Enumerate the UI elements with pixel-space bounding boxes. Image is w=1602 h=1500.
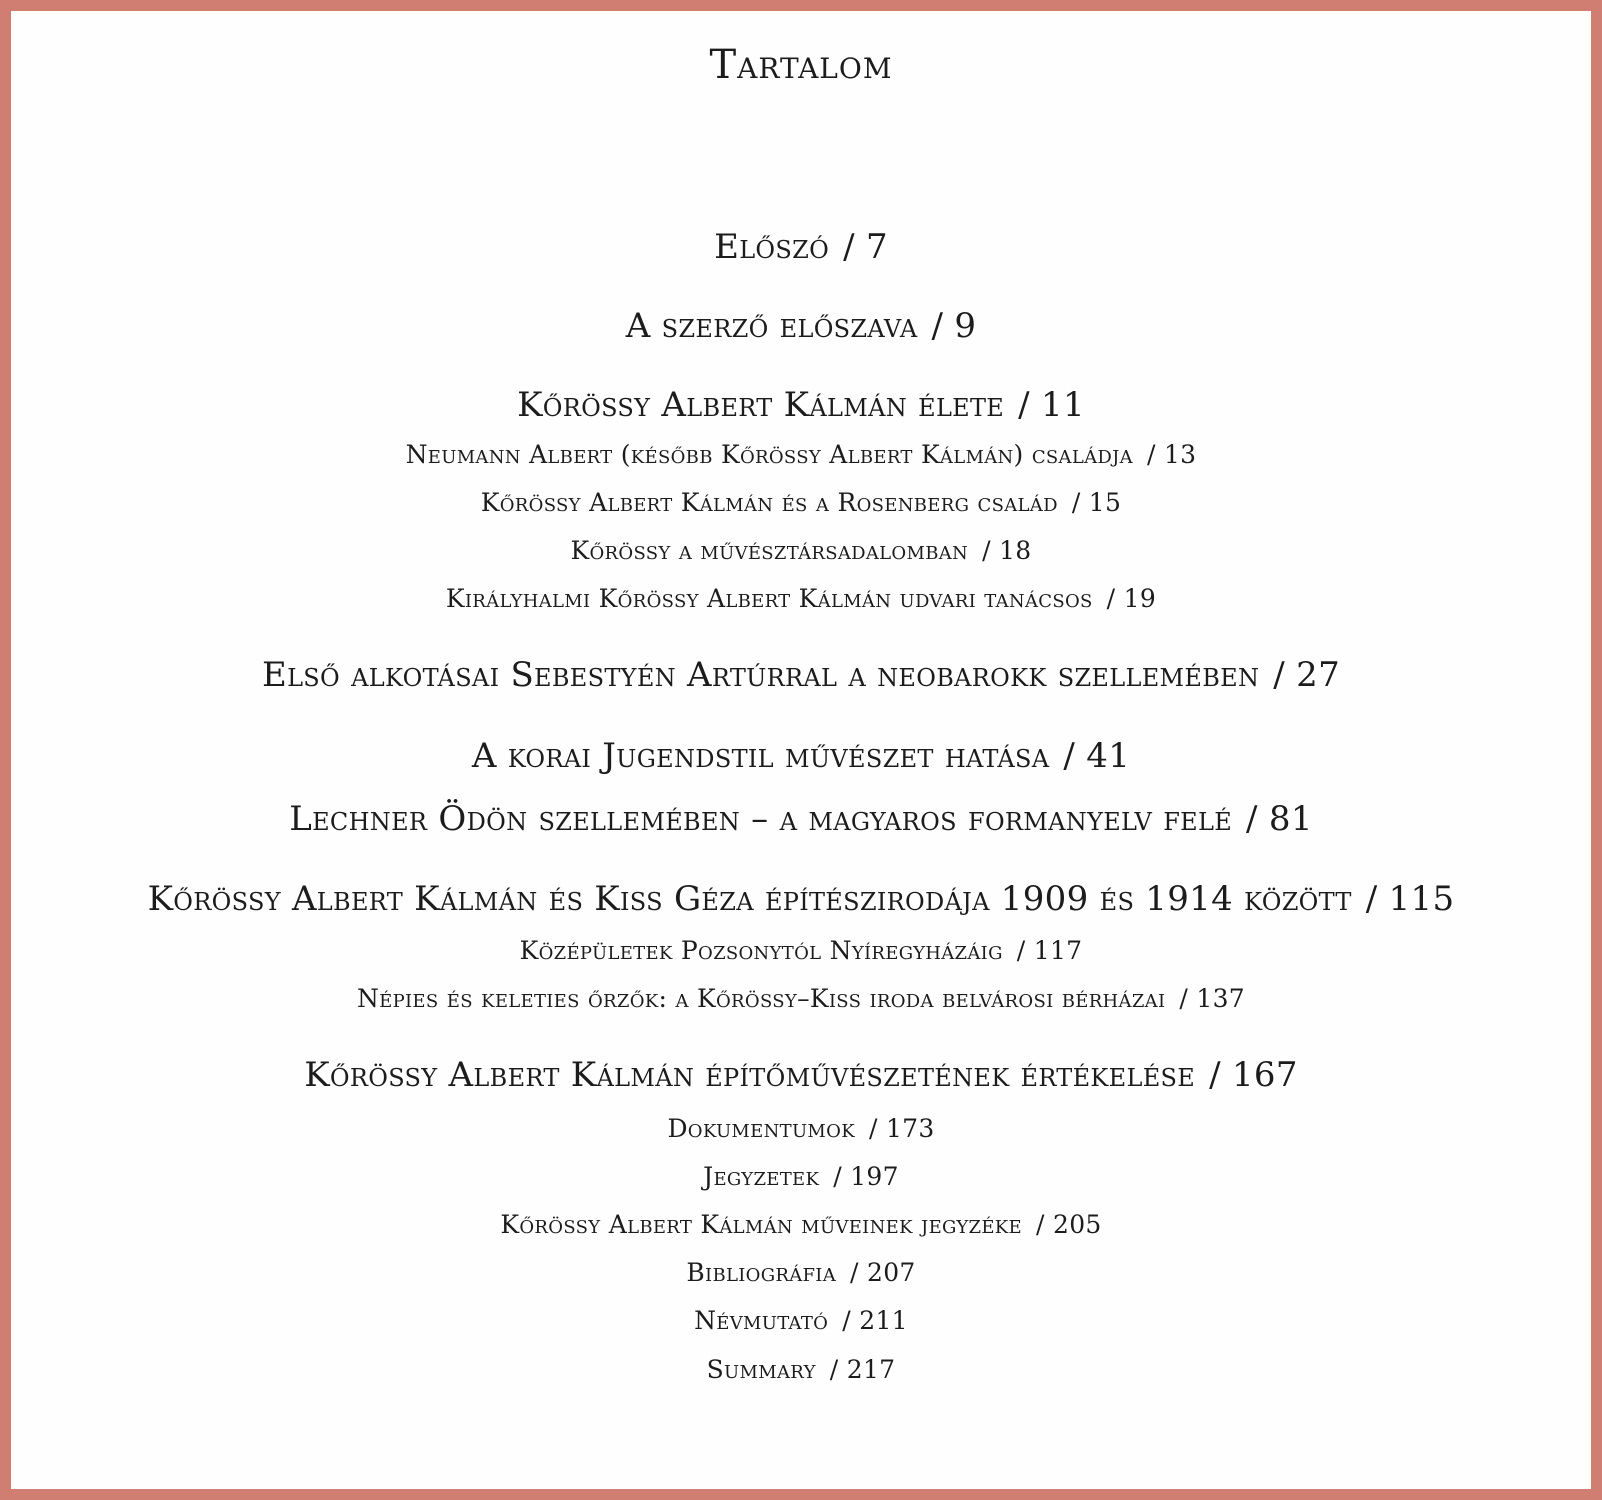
toc-entry-text: Kőrössy Albert Kálmán építőművészetének értékelése <box>304 1055 1196 1095</box>
toc-entry-text: Jegyzetek <box>703 1162 820 1191</box>
toc-entry-text: Neumann Albert (később Kőrössy Albert Kálmán) családja <box>405 440 1133 469</box>
toc-entry <box>22 736 1580 776</box>
toc-entry-page: / 81 <box>1246 799 1313 839</box>
toc-entry-text: Dokumentumok <box>667 1114 855 1143</box>
toc-entry-text: Kőrössy Albert Kálmán élete <box>517 385 1005 425</box>
toc-entry-text: Kőrössy a művésztársadalomban <box>570 536 969 565</box>
toc-entry-page: / 18 <box>982 536 1031 565</box>
toc-entry-page: / 27 <box>1273 655 1340 695</box>
toc-subentry <box>22 584 1580 613</box>
toc-entry <box>22 879 1580 919</box>
toc-subentry <box>22 1306 1580 1335</box>
toc-entry-page: / 205 <box>1036 1210 1102 1239</box>
toc-entry-page: / 19 <box>1107 584 1156 613</box>
toc-entry-page: / 197 <box>833 1162 899 1191</box>
toc-entry-page: / 167 <box>1209 1055 1298 1095</box>
toc-entry-text: Első alkotásai Sebestyén Artúrral a neobarokk szellemében <box>261 655 1260 695</box>
toc-entry-page: / 15 <box>1072 488 1121 517</box>
toc-subentry <box>22 1114 1580 1143</box>
toc-subentry <box>22 1210 1580 1239</box>
toc-entry-page: / 7 <box>843 227 888 267</box>
toc-entry <box>22 799 1580 839</box>
toc-subentry <box>22 488 1580 517</box>
toc-entry-text: A korai Jugendstil művészet hatása <box>471 736 1050 776</box>
toc-subentry <box>22 1162 1580 1191</box>
toc-entry-text: Summary <box>706 1355 816 1384</box>
toc-entry <box>22 655 1580 695</box>
toc-entry-text: Középületek Pozsonytól Nyíregyházáig <box>519 936 1003 965</box>
toc-entry-page: / 41 <box>1063 736 1130 776</box>
toc-entry-text: Előszó <box>714 227 830 267</box>
table-of-contents-page <box>22 22 1580 1478</box>
toc-entry-text: Népies és keleties őrzők: a Kőrössy–Kiss iroda belvárosi bérházai <box>357 984 1166 1013</box>
toc-entry-page: / 115 <box>1366 879 1455 919</box>
toc-subentry <box>22 1258 1580 1287</box>
toc-entry-page: / 117 <box>1017 936 1083 965</box>
toc-subentry <box>22 1355 1580 1384</box>
page-title: Tartalom <box>709 42 893 88</box>
toc-entry-page: / 173 <box>869 1114 935 1143</box>
toc-entry-page: / 207 <box>850 1258 916 1287</box>
toc-entry-page: / 137 <box>1179 984 1245 1013</box>
toc-entry-page: / 11 <box>1018 385 1085 425</box>
toc-subentry <box>22 440 1580 469</box>
toc-entry-text: A szerző előszava <box>625 306 918 346</box>
toc-entry-text: Kőrössy Albert Kálmán és Kiss Géza építészirodája 1909 és 1914 között <box>147 879 1352 919</box>
toc-entry-page: / 217 <box>830 1355 896 1384</box>
toc-entry-page: / 9 <box>931 306 976 346</box>
toc-entry-text: Névmutató <box>694 1306 829 1335</box>
toc-entry-text: Királyhalmi Kőrössy Albert Kálmán udvari tanácsos <box>445 584 1093 613</box>
toc-entry-text: Kőrössy Albert Kálmán és a Rosenberg család <box>480 488 1058 517</box>
toc-subentry <box>22 536 1580 565</box>
toc-entry-text: Lechner Ödön szellemében – a magyaros formanyelv felé <box>289 799 1233 839</box>
toc-entry <box>22 385 1580 425</box>
toc-entry <box>22 306 1580 346</box>
toc-entry <box>22 227 1580 267</box>
toc-entry <box>22 1055 1580 1095</box>
toc-subentry <box>22 936 1580 965</box>
toc-subentry <box>22 984 1580 1013</box>
toc-entry-text: Bibliográfia <box>686 1258 837 1287</box>
toc-entry-page: / 13 <box>1147 440 1196 469</box>
toc-entry-page: / 211 <box>842 1306 908 1335</box>
toc-entry-text: Kőrössy Albert Kálmán műveinek jegyzéke <box>500 1210 1022 1239</box>
